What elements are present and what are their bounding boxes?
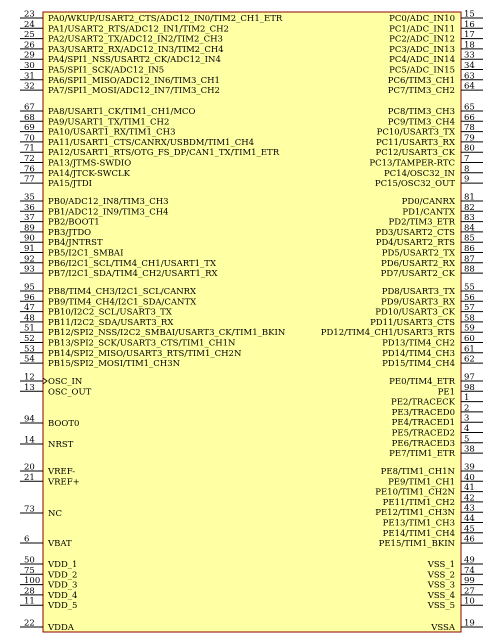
pin-pc7-tim3-ch2-number: 64 — [464, 81, 475, 92]
pin-pd12-tim4-ch1-usart3-rts-number: 59 — [464, 323, 475, 334]
pin-pa13-jtms-swdio-number: 72 — [24, 154, 35, 164]
pin-vref-number: 20 — [24, 462, 35, 473]
pin-pd8-usart3-tx-label: PD8/USART3_TX — [381, 287, 455, 297]
pin-pb14-spi2-miso-usart3-rts-tim1-ch2n-number: 53 — [24, 344, 35, 355]
pin-pc13-tamper-rtc-label: PC13/TAMPER-RTC — [369, 158, 455, 169]
pin-pa10-usart1-rx-tim1-ch3-number: 69 — [24, 123, 35, 134]
pin-pb3-jtdo-number: 89 — [24, 223, 35, 234]
pin-pb14-spi2-miso-usart3-rts-tim1-ch2n-label: PB14/SPI2_MISO/USART3_RTS/TIM1_CH2N — [48, 348, 242, 359]
pin-pc6-tim3-ch1-number: 63 — [464, 71, 475, 82]
pin-pb8-tim4-ch3-i2c1-scl-canrx-label: PB8/TIM4_CH3/I2C1_SCL/CANRX — [48, 287, 197, 297]
pin-pb12-spi2-nss-i2c2-smbai-usart3-ck-tim1-bkin-label: PB12/SPI2_NSS/I2C2_SMBAI/USART3_CK/TIM1_BKIN — [48, 328, 286, 339]
pin-pd15-tim4-ch4-label: PD15/TIM4_CH4 — [382, 359, 455, 370]
pin-pa8-usart1-ck-tim1-ch1-mco-label: PA8/USART1_CK/TIM1_CH1/MCO — [48, 107, 196, 117]
pin-pb4-jntrst-number: 90 — [24, 233, 35, 244]
pin-pe10-tim1-ch2n-number: 41 — [464, 483, 475, 494]
pin-pc14-osc32-in-label: PC14/OSC32_IN — [383, 168, 455, 179]
pin-pa12-usart1-rts-otg-fs-dp-can1-tx-tim1-etr-number: 71 — [24, 143, 35, 154]
pin-pc10-usart3-tx-number: 78 — [464, 123, 475, 134]
pin-pc15-osc32-out-number: 9 — [464, 174, 470, 185]
pin-pe13-tim1-ch3-label: PE13/TIM1_CH3 — [382, 518, 455, 529]
pin-pd10-usart3-ck-label: PD10/USART3_CK — [375, 307, 455, 318]
pin-pe15-tim1-bkin-label: PE15/TIM1_BKIN — [378, 539, 455, 550]
pin-pd1-cantx-label: PD1/CANTX — [402, 207, 455, 218]
pin-pb9-tim4-ch4-i2c1-sda-cantx-label: PB9/TIM4_CH4/I2C1_SDA/CANTX — [48, 297, 197, 308]
pin-pd13-tim4-ch2-label: PD13/TIM4_CH2 — [382, 338, 455, 349]
pin-pd6-usart2-rx-number: 87 — [464, 254, 475, 265]
pin-pc9-tim3-ch4-number: 66 — [464, 112, 475, 123]
pin-pd9-usart3-rx-number: 56 — [464, 292, 475, 303]
pin-pa8-usart1-ck-tim1-ch1-mco-number: 67 — [24, 102, 35, 113]
pin-vbat-number: 6 — [24, 534, 30, 545]
pin-vdd-1-number: 50 — [24, 555, 35, 566]
pin-pe11-tim1-ch2-label: PE11/TIM1_CH2 — [382, 497, 455, 508]
pin-pe4-traced1-label: PE4/TRACED1 — [391, 418, 455, 429]
pin-vss-5-label: VSS_5 — [427, 601, 455, 612]
pin-nc-label: NC — [48, 509, 62, 519]
pin-pc1-adc-in11-number: 16 — [464, 19, 475, 30]
pin-pe0-tim4-etr-number: 97 — [464, 372, 475, 383]
pin-pc11-usart3-rx-number: 79 — [464, 133, 475, 144]
pin-pe3-traced0-label: PE3/TRACED0 — [391, 407, 455, 418]
pin-pa4-spi1-nss-usart2-ck-adc12-in4-number: 29 — [24, 50, 35, 61]
pin-pa4-spi1-nss-usart2-ck-adc12-in4-label: PA4/SPI1_NSS/USART2_CK/ADC12_IN4 — [48, 55, 221, 66]
pin-vdda-label: VDDA — [48, 623, 74, 633]
pin-pa14-jtck-swclk-number: 76 — [24, 164, 35, 175]
pin-pd0-canrx-label: PD0/CANRX — [401, 197, 455, 207]
pin-pa9-usart1-tx-tim1-ch2-number: 68 — [24, 112, 35, 123]
pin-pc15-osc32-out-label: PC15/OSC32_OUT — [374, 179, 455, 190]
pin-pe14-tim1-ch4-number: 45 — [464, 524, 475, 535]
pin-pd14-tim4-ch3-label: PD14/TIM4_CH3 — [382, 348, 455, 359]
pin-pc12-usart3-ck-label: PC12/USART3_CK — [375, 148, 455, 159]
pin-pd0-canrx-number: 81 — [464, 192, 475, 203]
pin-pc9-tim3-ch4-label: PC9/TIM3_CH4 — [387, 117, 455, 128]
pin-pe14-tim1-ch4-label: PE14/TIM1_CH4 — [382, 528, 455, 539]
pin-pc6-tim3-ch1-label: PC6/TIM3_CH1 — [387, 75, 455, 86]
pin-pe2-traceck-label: PE2/TRACECK — [391, 397, 455, 408]
pin-pa12-usart1-rts-otg-fs-dp-can1-tx-tim1-etr-label: PA12/USART1_RTS/OTG_FS_DP/CAN1_TX/TIM1_ETR — [48, 148, 280, 159]
pin-pa10-usart1-rx-tim1-ch3-label: PA10/USART1_RX/TIM1_CH3 — [48, 127, 176, 138]
pin-pd6-usart2-rx-label: PD6/USART2_RX — [381, 258, 455, 269]
pin-vref-label: VREF+ — [48, 477, 80, 488]
pin-pe4-traced1-number: 3 — [464, 413, 470, 424]
pin-pa1-usart2-rts-adc12-in1-tim2-ch2-label: PA1/USART2_RTS/ADC12_IN1/TIM2_CH2 — [48, 24, 229, 35]
pin-pc0-adc-in10-number: 15 — [464, 9, 475, 20]
pin-vdd-5-number: 11 — [24, 596, 35, 607]
pin-pb4-jntrst-label: PB4/JNTRST — [48, 238, 103, 249]
pin-pb6-i2c1-scl-tim4-ch1-usart1-tx-number: 92 — [24, 254, 35, 265]
pin-vdd-3-label: VDD_3 — [48, 580, 78, 591]
pin-pb11-i2c2-sda-usart3-rx-number: 48 — [24, 313, 35, 324]
pin-pa11-usart1-cts-canrx-usbdm-tim1-ch4-label: PA11/USART1_CTS/CANRX/USBDM/TIM1_CH4 — [48, 137, 255, 148]
pin-pd12-tim4-ch1-usart3-rts-label: PD12/TIM4_CH1/USART3_RTS — [320, 328, 455, 339]
pin-pd3-usart2-cts-number: 84 — [464, 223, 475, 234]
pin-pe9-tim1-ch1-number: 40 — [464, 472, 475, 483]
pin-pe3-traced0-number: 2 — [464, 403, 470, 414]
pin-pb7-i2c1-sda-tim4-ch2-usart1-rx-number: 93 — [24, 264, 35, 275]
pin-pb3-jtdo-label: PB3/JTDO — [48, 227, 92, 238]
pin-vss-3-number: 99 — [464, 576, 475, 587]
pin-pe15-tim1-bkin-number: 46 — [464, 534, 475, 545]
pin-pc5-adc-in15-label: PC5/ADC_IN15 — [389, 65, 455, 76]
pin-pd11-usart3-cts-number: 58 — [464, 313, 475, 324]
pin-pb13-spi2-sck-usart3-cts-tim1-ch1n-label: PB13/SPI2_SCK/USART3_CTS/TIM1_CH1N — [48, 338, 236, 349]
pin-pb7-i2c1-sda-tim4-ch2-usart1-rx-label: PB7/I2C1_SDA/TIM4_CH2/USART1_RX — [48, 269, 218, 280]
pin-pe5-traced2-number: 4 — [464, 424, 470, 434]
pin-pd5-usart2-tx-label: PD5/USART2_TX — [381, 248, 455, 259]
pin-vssa-number: 19 — [464, 618, 475, 629]
pin-vss-5-number: 10 — [464, 596, 475, 607]
pin-pb15-spi2-mosi-tim1-ch3n-number: 54 — [24, 354, 35, 365]
pin-pa5-spi1-sck-adc12-in5-number: 30 — [24, 61, 35, 71]
pin-pc10-usart3-tx-label: PC10/USART3_TX — [376, 127, 455, 138]
pin-pd7-usart2-ck-label: PD7/USART2_CK — [380, 269, 455, 280]
pin-pd2-tim3-etr-number: 83 — [464, 213, 475, 224]
pin-pb13-spi2-sck-usart3-cts-tim1-ch1n-number: 52 — [24, 334, 35, 344]
pin-pe9-tim1-ch1-label: PE9/TIM1_CH1 — [388, 477, 455, 488]
pin-pd15-tim4-ch4-number: 62 — [464, 354, 475, 365]
pin-vss-1-label: VSS_1 — [427, 560, 455, 570]
pin-vdd-2-number: 75 — [24, 565, 35, 576]
pin-pe6-traced3-number: 5 — [464, 434, 470, 445]
pin-vdda-number: 22 — [24, 618, 35, 629]
pin-pc4-adc-in14-number: 33 — [464, 50, 475, 61]
pin-pb11-i2c2-sda-usart3-rx-label: PB11/I2C2_SDA/USART3_RX — [48, 317, 174, 328]
pin-pe8-tim1-ch1n-number: 39 — [464, 462, 475, 473]
pin-vdd-2-label: VDD_2 — [48, 570, 78, 581]
pin-pb2-boot1-label: PB2/BOOT1 — [48, 217, 100, 228]
pin-pd11-usart3-cts-label: PD11/USART3_CTS — [370, 317, 455, 328]
pin-vdd-1-label: VDD_1 — [48, 560, 78, 570]
pin-pe11-tim1-ch2-number: 42 — [464, 493, 475, 504]
pin-pa5-spi1-sck-adc12-in5-label: PA5/SPI1_SCK/ADC12_IN5 — [48, 65, 165, 76]
pin-pb10-i2c2-scl-usart3-tx-number: 47 — [24, 303, 35, 314]
pin-pe8-tim1-ch1n-label: PE8/TIM1_CH1N — [380, 467, 455, 477]
pin-pb8-tim4-ch3-i2c1-scl-canrx-number: 95 — [24, 282, 35, 293]
pin-vref-number: 21 — [24, 472, 35, 483]
pin-vdd-3-number: 100 — [24, 576, 41, 587]
pin-pa14-jtck-swclk-label: PA14/JTCK-SWCLK — [48, 168, 130, 179]
pin-pa15-jtdi-label: PA15/JTDI — [48, 179, 93, 190]
pin-pc11-usart3-rx-label: PC11/USART3_RX — [375, 137, 455, 148]
pin-pc7-tim3-ch2-label: PC7/TIM3_CH2 — [387, 86, 455, 97]
pin-pd2-tim3-etr-label: PD2/TIM3_ETR — [388, 217, 455, 228]
pin-pa15-jtdi-number: 77 — [24, 174, 35, 185]
pin-vss-4-number: 27 — [464, 586, 475, 597]
pin-pe12-tim1-ch3n-number: 43 — [464, 503, 475, 514]
pin-pe1-number: 98 — [464, 382, 475, 393]
pin-pc2-adc-in12-number: 17 — [464, 30, 475, 41]
pin-pa3-usart2-rx-adc12-in3-tim2-ch4-label: PA3/USART2_RX/ADC12_IN3/TIM2_CH4 — [48, 44, 224, 55]
pin-pe5-traced2-label: PE5/TRACED2 — [391, 428, 455, 439]
pin-pe6-traced3-label: PE6/TRACED3 — [391, 438, 455, 449]
pin-pb5-i2c1-smbai-label: PB5/I2C1_SMBAI — [48, 248, 124, 259]
pin-pc3-adc-in13-label: PC3/ADC_IN13 — [389, 44, 455, 55]
pin-vss-3-label: VSS_3 — [427, 580, 455, 591]
pin-vss-2-number: 74 — [464, 565, 475, 576]
pin-pa6-spi1-miso-adc12-in6-tim3-ch1-number: 31 — [24, 71, 35, 82]
pin-pe1-label: PE1 — [437, 387, 455, 398]
pin-pc0-adc-in10-label: PC0/ADC_IN10 — [389, 14, 455, 24]
pin-pe10-tim1-ch2n-label: PE10/TIM1_CH2N — [375, 487, 455, 498]
pin-pc13-tamper-rtc-number: 7 — [464, 154, 470, 164]
pin-vss-2-label: VSS_2 — [427, 570, 455, 581]
pin-pe0-tim4-etr-label: PE0/TIM4_ETR — [389, 377, 455, 387]
pin-vdd-4-label: VDD_4 — [48, 590, 78, 601]
pin-vdd-4-number: 28 — [24, 586, 35, 597]
pin-pb6-i2c1-scl-tim4-ch1-usart1-tx-label: PB6/I2C1_SCL/TIM4_CH1/USART1_TX — [48, 258, 216, 269]
pin-pb2-boot1-number: 37 — [24, 213, 35, 224]
pin-pe7-tim1-etr-label: PE7/TIM1_ETR — [389, 449, 455, 460]
pin-pa11-usart1-cts-canrx-usbdm-tim1-ch4-number: 70 — [24, 133, 35, 144]
pin-osc-in-number: 12 — [24, 372, 35, 383]
pin-pb10-i2c2-scl-usart3-tx-label: PB10/I2C2_SCL/USART3_TX — [48, 307, 172, 318]
pin-vbat-label: VBAT — [48, 539, 72, 549]
pin-pd7-usart2-ck-number: 88 — [464, 264, 475, 275]
pin-pb0-adc12-in8-tim3-ch3-label: PB0/ADC12_IN8/TIM3_CH3 — [48, 197, 169, 207]
pin-pc5-adc-in15-number: 34 — [464, 61, 475, 71]
pin-osc-out-label: OSC_OUT — [48, 387, 92, 398]
pin-pd9-usart3-rx-label: PD9/USART3_RX — [381, 297, 455, 308]
pin-nc-number: 73 — [24, 504, 35, 515]
pin-pa2-usart2-tx-adc12-in2-tim2-ch3-number: 25 — [24, 30, 35, 41]
pin-pd8-usart3-tx-number: 55 — [464, 282, 475, 293]
pin-pe13-tim1-ch3-number: 44 — [464, 514, 475, 524]
pin-vdd-5-label: VDD_5 — [48, 601, 78, 612]
pin-pa0-wkup-usart2-cts-adc12-in0-tim2-ch1-etr-number: 23 — [24, 9, 35, 20]
pin-vss-4-label: VSS_4 — [427, 590, 455, 601]
pin-pa1-usart2-rts-adc12-in1-tim2-ch2-number: 24 — [24, 19, 35, 30]
pin-pb15-spi2-mosi-tim1-ch3n-label: PB15/SPI2_MOSI/TIM1_CH3N — [48, 359, 181, 370]
pin-pd4-usart2-rts-number: 85 — [464, 233, 475, 244]
pin-pb5-i2c1-smbai-number: 91 — [24, 244, 35, 254]
pin-pe12-tim1-ch3n-label: PE12/TIM1_CH3N — [375, 508, 455, 519]
pin-pc14-osc32-in-number: 8 — [464, 164, 470, 175]
pin-pb9-tim4-ch4-i2c1-sda-cantx-number: 96 — [24, 292, 35, 303]
pin-pc8-tim3-ch3-label: PC8/TIM3_CH3 — [387, 107, 455, 117]
pin-pb1-adc12-in9-tim3-ch4-number: 36 — [24, 202, 35, 213]
pin-pa9-usart1-tx-tim1-ch2-label: PA9/USART1_TX/TIM1_CH2 — [48, 117, 170, 128]
pin-pa2-usart2-tx-adc12-in2-tim2-ch3-label: PA2/USART2_TX/ADC12_IN2/TIM2_CH3 — [48, 34, 223, 45]
pin-pa6-spi1-miso-adc12-in6-tim3-ch1-label: PA6/SPI1_MISO/ADC12_IN6/TIM3_CH1 — [48, 75, 220, 86]
pin-osc-in-label: OSC_IN — [48, 377, 83, 387]
pin-boot0-number: 94 — [24, 414, 35, 425]
pin-pd10-usart3-ck-number: 57 — [464, 303, 475, 314]
pin-pc8-tim3-ch3-number: 65 — [464, 102, 475, 113]
pin-osc-out-number: 13 — [24, 382, 35, 393]
pin-pc12-usart3-ck-number: 80 — [464, 143, 475, 154]
pin-nrst-number: 14 — [24, 435, 35, 446]
pin-pb0-adc12-in8-tim3-ch3-number: 35 — [24, 192, 35, 203]
pin-pd5-usart2-tx-number: 86 — [464, 244, 475, 254]
pin-pc2-adc-in12-label: PC2/ADC_IN12 — [389, 34, 455, 45]
pin-pb1-adc12-in9-tim3-ch4-label: PB1/ADC12_IN9/TIM3_CH4 — [48, 207, 169, 218]
pin-pa7-spi1-mosi-adc12-in7-tim3-ch2-number: 32 — [24, 81, 35, 92]
pin-pc3-adc-in13-number: 18 — [464, 40, 475, 51]
pin-pd3-usart2-cts-label: PD3/USART2_CTS — [375, 227, 455, 238]
pin-pd4-usart2-rts-label: PD4/USART2_RTS — [375, 238, 455, 249]
pin-pc4-adc-in14-label: PC4/ADC_IN14 — [389, 55, 455, 66]
pin-pe7-tim1-etr-number: 38 — [464, 444, 475, 455]
pin-vss-1-number: 49 — [464, 555, 475, 566]
pin-pd13-tim4-ch2-number: 60 — [464, 334, 475, 344]
pin-vref-label: VREF- — [48, 467, 76, 477]
pin-boot0-label: BOOT0 — [48, 419, 80, 429]
pin-pa3-usart2-rx-adc12-in3-tim2-ch4-number: 26 — [24, 40, 35, 51]
pin-nrst-label: NRST — [48, 440, 74, 450]
pin-pa0-wkup-usart2-cts-adc12-in0-tim2-ch1-etr-label: PA0/WKUP/USART2_CTS/ADC12_IN0/TIM2_CH1_ETR — [48, 14, 283, 24]
pin-pd1-cantx-number: 82 — [464, 202, 475, 213]
pin-pd14-tim4-ch3-number: 61 — [464, 344, 475, 355]
pin-pa13-jtms-swdio-label: PA13/JTMS-SWDIO — [48, 158, 132, 169]
pin-pb12-spi2-nss-i2c2-smbai-usart3-ck-tim1-bkin-number: 51 — [24, 323, 35, 334]
pin-pa7-spi1-mosi-adc12-in7-tim3-ch2-label: PA7/SPI1_MOSI/ADC12_IN7/TIM3_CH2 — [48, 86, 220, 97]
pin-pe2-traceck-number: 1 — [464, 393, 470, 404]
pin-pc1-adc-in11-label: PC1/ADC_IN11 — [389, 24, 455, 35]
pin-vssa-label: VSSA — [431, 623, 455, 633]
